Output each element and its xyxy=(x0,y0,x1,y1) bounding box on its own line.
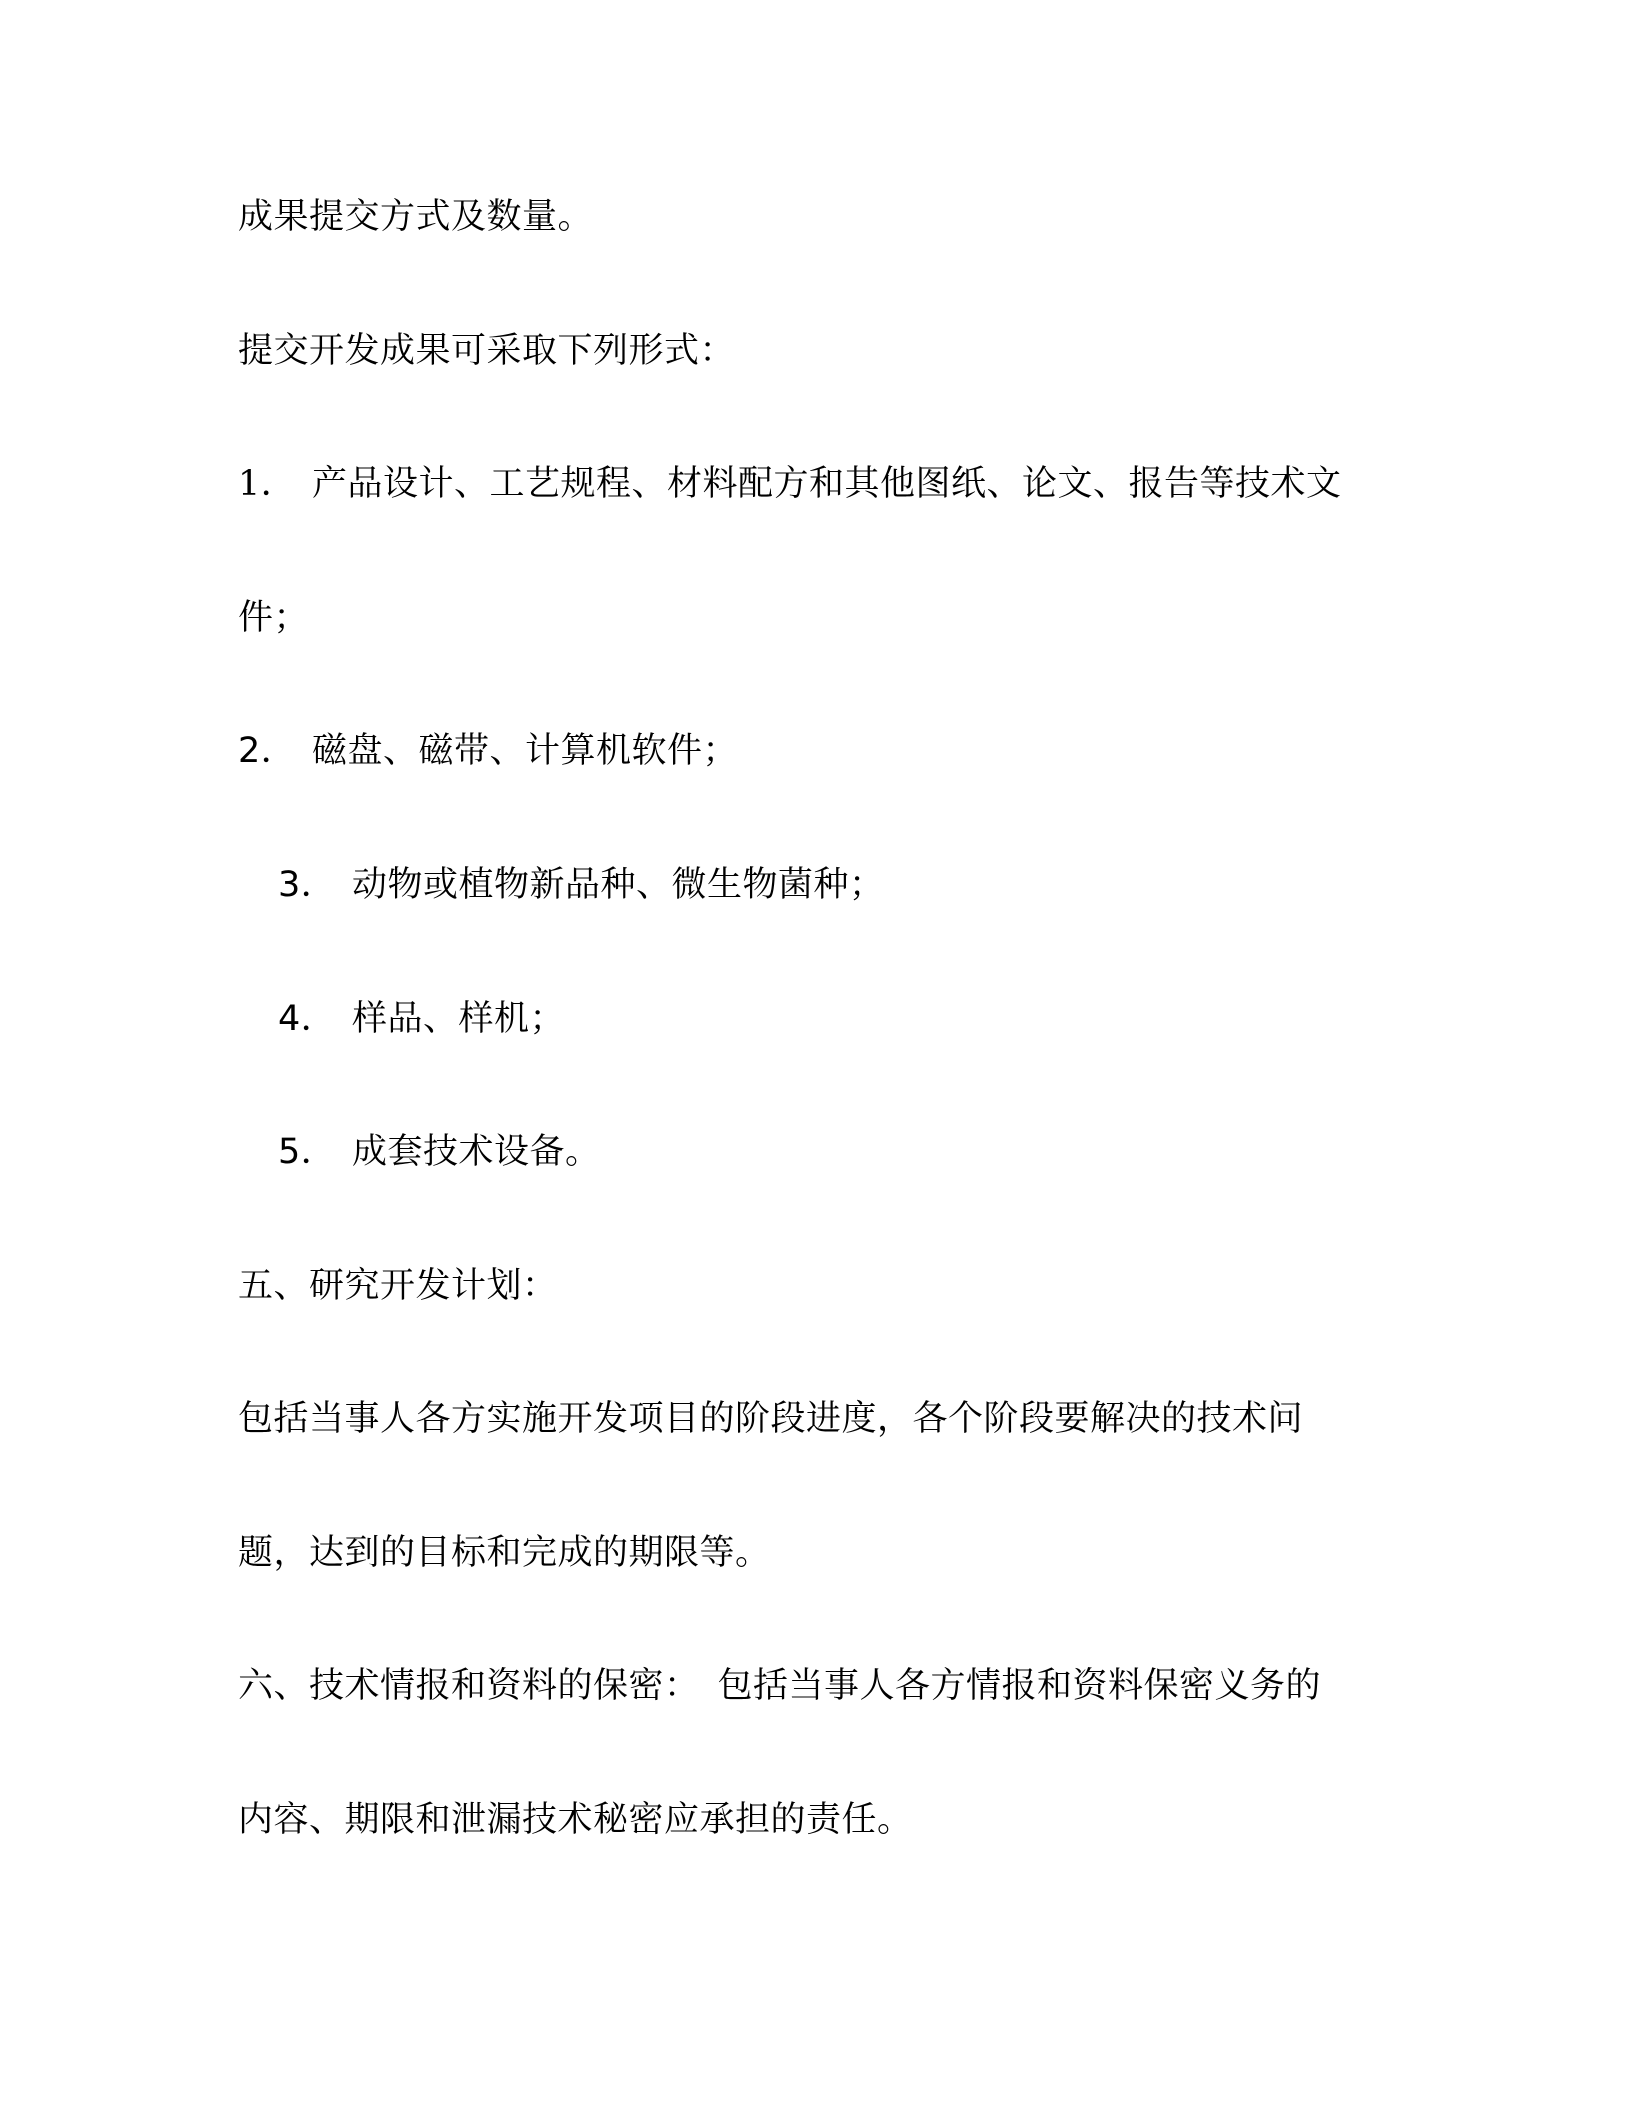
text-line xyxy=(238,327,735,375)
list-item-text: 样品、样机； xyxy=(352,999,566,1039)
list-item-text: 成套技术设备。 xyxy=(352,1132,601,1172)
section-heading xyxy=(238,1662,1321,1710)
line-text: 提交开发成果可采取下列形式： xyxy=(238,331,736,371)
list-item xyxy=(238,460,1342,508)
list-item xyxy=(278,995,565,1043)
list-item-text: 动物或植物新品种、微生物菌种； xyxy=(352,865,885,905)
text-line xyxy=(238,1529,771,1577)
line-text: 包括当事人各方实施开发项目的阶段进度，各个阶段要解决的技术问 xyxy=(238,1399,1304,1439)
line-text: 成果提交方式及数量。 xyxy=(238,197,594,237)
line-text: 题，达到的目标和完成的期限等。 xyxy=(238,1533,771,1573)
text-line xyxy=(238,594,309,642)
line-text: 件； xyxy=(238,598,310,638)
list-number: 5． xyxy=(278,1132,337,1172)
list-number: 1． xyxy=(238,464,297,504)
list-item xyxy=(278,1128,601,1176)
line-text: 五、研究开发计划： xyxy=(238,1266,558,1306)
list-item xyxy=(238,727,738,775)
section-heading xyxy=(238,1262,558,1310)
list-item-text: 产品设计、工艺规程、材料配方和其他图纸、论文、报告等技术文 xyxy=(312,464,1342,504)
list-number: 2． xyxy=(238,731,297,771)
list-item xyxy=(278,861,885,909)
list-number: 3． xyxy=(278,865,337,905)
text-line xyxy=(238,193,593,241)
list-number: 4． xyxy=(278,999,337,1039)
text-line xyxy=(238,1796,913,1844)
line-text: 内容、期限和泄漏技术秘密应承担的责任。 xyxy=(238,1800,913,1840)
list-item-text: 磁盘、磁带、计算机软件； xyxy=(312,731,739,771)
text-line xyxy=(238,1395,1303,1443)
line-text: 六、技术情报和资料的保密： 包括当事人各方情报和资料保密义务的 xyxy=(238,1666,1322,1706)
